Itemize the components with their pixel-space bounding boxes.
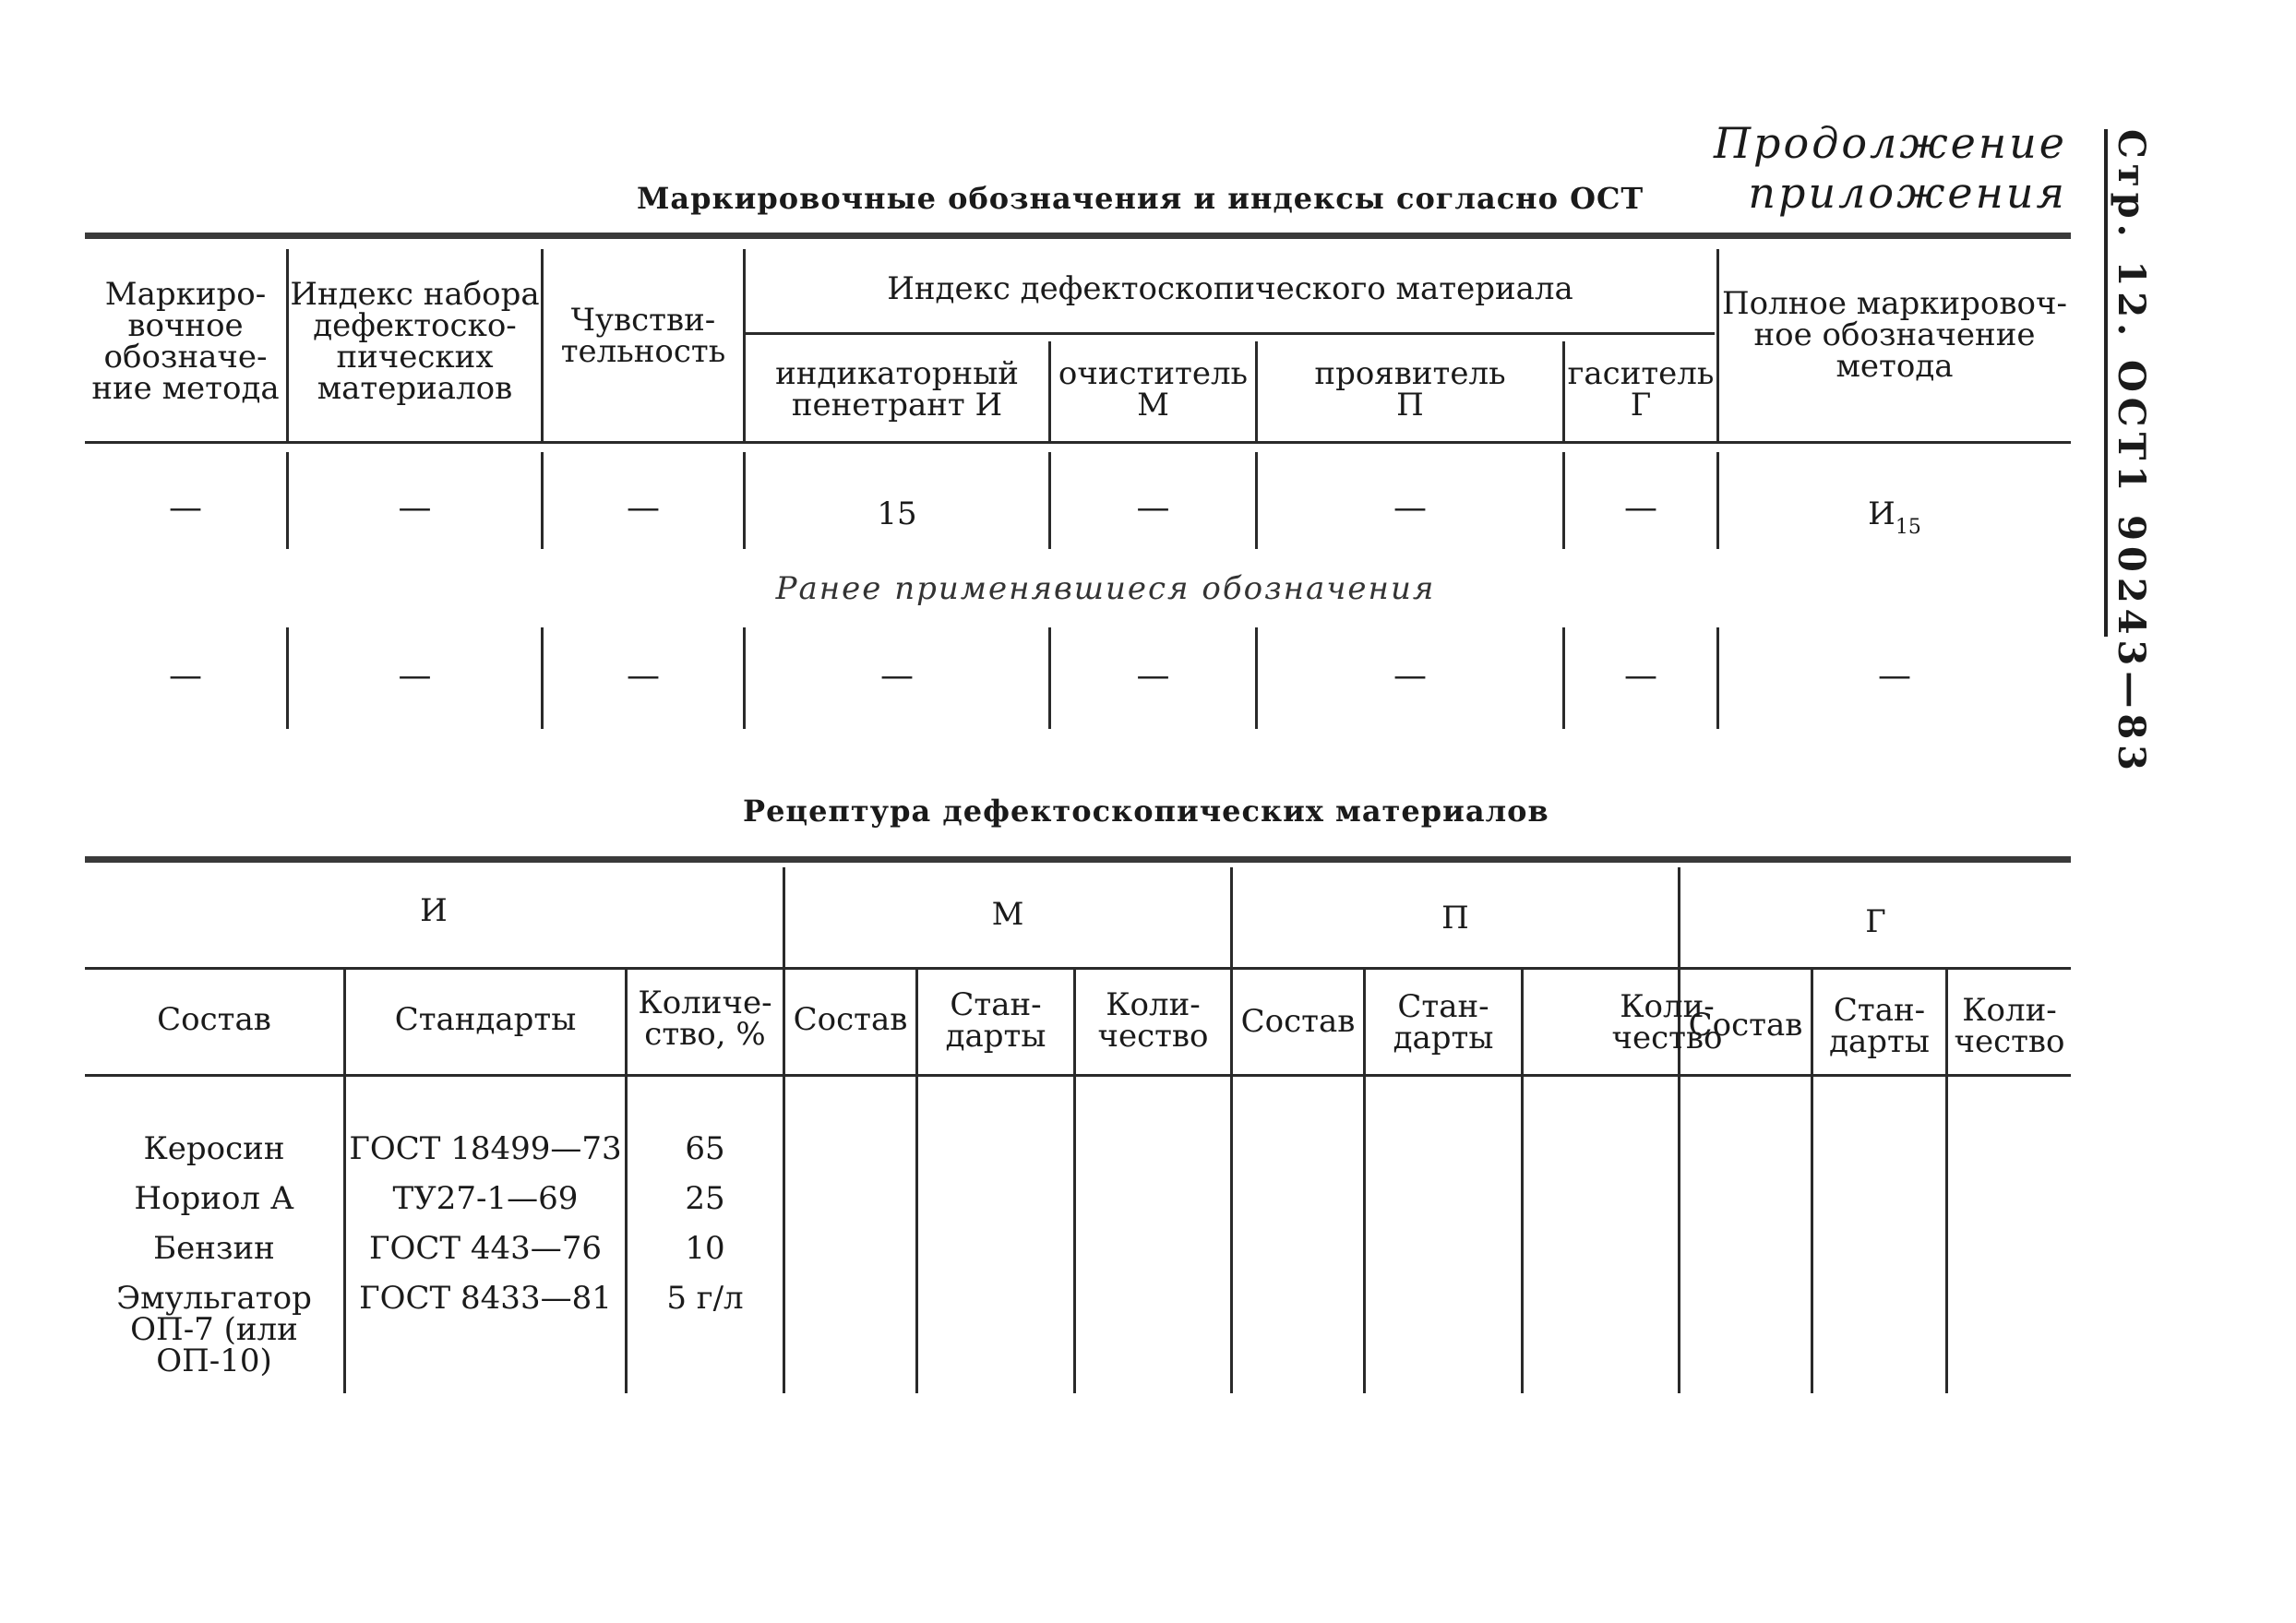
table-row-standard: ТУ27-1—69 xyxy=(392,1180,579,1217)
cell-penetrant: 15 xyxy=(877,495,917,532)
full-mark-subscript: 15 xyxy=(1895,516,1921,539)
prev-kit-index: — xyxy=(398,657,432,695)
hdr-composition: Состав xyxy=(157,1001,271,1038)
hdr-composition: Состав xyxy=(793,1001,908,1038)
hdr-penetrant: индикаторный пенетрант И xyxy=(775,355,1019,424)
hdr-quencher: гаситель Г xyxy=(1567,355,1715,424)
prev-developer: — xyxy=(1393,657,1427,695)
subheader-rule xyxy=(746,332,1715,335)
prev-sensitivity: — xyxy=(627,657,660,695)
group-header-M: М xyxy=(991,896,1024,933)
hdr-material-index: Индекс дефектоскопического материала xyxy=(887,270,1573,307)
prev-quencher: — xyxy=(1624,657,1657,695)
prev-method-mark: — xyxy=(169,657,202,695)
table-top-rule xyxy=(85,233,2071,239)
cell-kit-index: — xyxy=(398,489,432,527)
hdr-quantity-pct: Количе- ство, % xyxy=(638,985,772,1053)
table-row-standard: ГОСТ 8433—81 xyxy=(359,1280,612,1317)
table-row-composition: Нориол А xyxy=(134,1180,294,1217)
hdr-composition: Состав xyxy=(1240,1003,1356,1040)
hdr-standards: Стан- дарты xyxy=(1829,992,1930,1060)
hdr-standards: Стан- дарты xyxy=(1393,988,1494,1056)
cell-method-mark: — xyxy=(169,489,202,527)
group-header-rule xyxy=(85,967,2071,970)
table-row-composition: Керосин xyxy=(143,1130,285,1167)
hdr-sensitivity: Чувстви- тельность xyxy=(560,302,726,370)
page-side-label: Стр. 12. ОСТ1 90243—83 xyxy=(2110,129,2153,776)
side-rule xyxy=(2104,129,2108,637)
continuation-title: Продолжение приложения xyxy=(1713,118,2067,218)
marking-table-title: Маркировочные обозначения и индексы согласно ОСТ xyxy=(637,181,1644,216)
cell-cleaner: — xyxy=(1136,489,1170,527)
cell-sensitivity: — xyxy=(627,489,660,527)
group-divider xyxy=(1678,867,1680,1393)
hdr-kit-index: Индекс набора дефектоско- пических материалов xyxy=(290,276,540,407)
group-header-I: И xyxy=(420,892,448,929)
previous-designations-label: Ранее применявшиеся обозначения xyxy=(775,570,1436,607)
hdr-composition: Состав xyxy=(1688,1007,1803,1044)
full-mark-base: И xyxy=(1868,495,1895,532)
header-bottom-rule xyxy=(85,1074,2071,1077)
cell-developer: — xyxy=(1393,489,1427,527)
table-row-quantity: 5 г/л xyxy=(666,1280,744,1317)
hdr-quantity: Коли- чество xyxy=(1097,986,1209,1055)
header-bottom-rule xyxy=(85,441,2071,444)
group-divider xyxy=(783,867,785,1393)
group-divider xyxy=(1230,867,1233,1393)
table-row-quantity: 65 xyxy=(685,1130,725,1167)
prev-cleaner: — xyxy=(1136,657,1170,695)
prev-penetrant: — xyxy=(880,657,914,695)
hdr-full-mark: Полное маркировоч- ное обозначение метода xyxy=(1722,285,2067,385)
hdr-standards: Стан- дарты xyxy=(945,986,1046,1055)
hdr-cleaner: очиститель М xyxy=(1058,355,1249,424)
hdr-developer: проявитель П xyxy=(1314,355,1506,424)
hdr-method-mark: Маркиро- вочное обозначе- ние метода xyxy=(91,276,280,407)
cell-full-mark xyxy=(1719,495,2070,543)
table-row-standard: ГОСТ 18499—73 xyxy=(349,1130,622,1167)
table-row-quantity: 10 xyxy=(685,1230,725,1267)
recipe-table-title: Рецептура дефектоскопических материалов xyxy=(743,794,1549,829)
table-row-quantity: 25 xyxy=(685,1180,725,1217)
hdr-standards: Стандарты xyxy=(394,1001,577,1038)
table-top-rule xyxy=(85,856,2071,863)
group-header-G: Г xyxy=(1865,903,1886,940)
table-row-composition: Бензин xyxy=(153,1230,275,1267)
table-row-standard: ГОСТ 443—76 xyxy=(368,1230,603,1267)
group-header-P: П xyxy=(1441,900,1469,937)
hdr-quantity: Коли- чество xyxy=(1954,992,2065,1060)
hdr-quantity: Коли- чество xyxy=(1611,988,1723,1056)
cell-quencher: — xyxy=(1624,489,1657,527)
prev-full-mark: — xyxy=(1878,657,1911,695)
table-row-composition: Эмульгатор ОП-7 (или ОП-10) xyxy=(116,1280,312,1379)
